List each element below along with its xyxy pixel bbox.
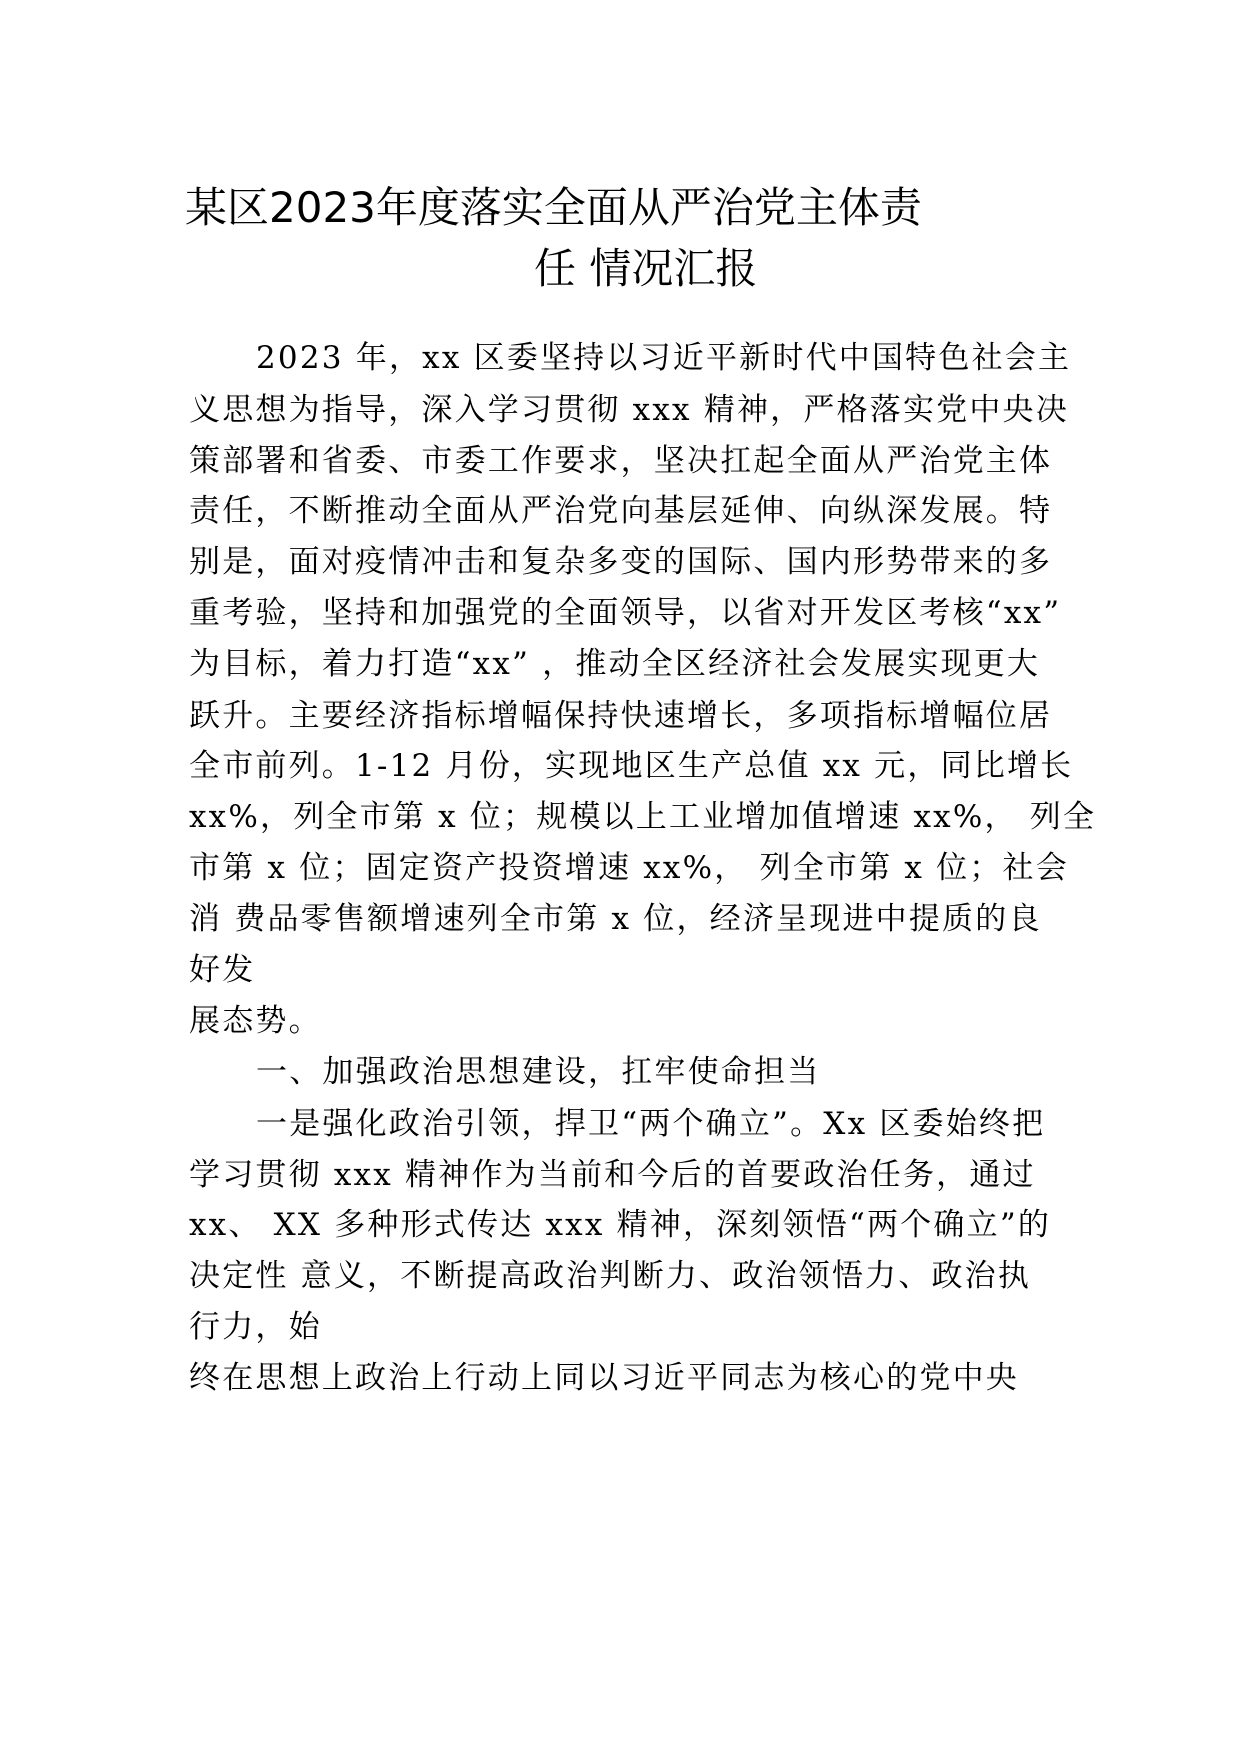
- paragraph-line: 别是，面对疫情冲击和复杂多变的国际、国内形势带来的多: [189, 544, 1053, 580]
- paragraph-line: 策部署和省委、市委工作要求，坚决扛起全面从严治党主体: [189, 443, 1053, 479]
- paragraph-line: 2023 年，xx 区委坚持以习近平新时代中国特色社会主: [256, 340, 1072, 376]
- paragraph-line: 责任，不断推动全面从严治党向基层延伸、向纵深发展。特: [189, 493, 1053, 529]
- paragraph-line: 行力，始: [189, 1309, 322, 1345]
- paragraph-line: xx、 XX 多种形式传达 xxx 精神，深刻领悟“两个确立”的: [189, 1207, 1052, 1243]
- paragraph-line: 全市前列。1-12 月份，实现地区生产总值 xx 元，同比增长: [189, 748, 1074, 784]
- paragraph-line: 为目标，着力打造“xx” ，推动全区经济社会发展实现更大: [189, 646, 1041, 682]
- paragraph-line: 市第 x 位；固定资产投资增速 xx%， 列全市第 x 位；社会: [189, 850, 1069, 886]
- paragraph-line: 好发: [189, 952, 256, 988]
- document-title-line-2: 任 情况汇报: [534, 244, 758, 293]
- document-title-line-1: 某区2023年度落实全面从严治党主体责: [185, 183, 922, 232]
- paragraph-line: 学习贯彻 xxx 精神作为当前和今后的首要政治任务，通过: [189, 1157, 1036, 1193]
- paragraph-line: 一是强化政治引领，捍卫“两个确立”。Xx 区委始终把: [256, 1106, 1046, 1142]
- paragraph-line: 展态势。: [189, 1003, 322, 1039]
- paragraph-line: xx%，列全市第 x 位；规模以上工业增加值增速 xx%， 列全: [189, 799, 1097, 835]
- section-heading: 一、加强政治思想建设，扛牢使命担当: [256, 1054, 821, 1090]
- paragraph-line: 义思想为指导，深入学习贯彻 xxx 精神，严格落实党中央决: [189, 392, 1069, 428]
- paragraph-line: 消 费品零售额增速列全市第 x 位，经济呈现进中提质的良: [189, 901, 1042, 937]
- paragraph-line: 重考验，坚持和加强党的全面领导，以省对开发区考核“xx”: [189, 595, 1062, 631]
- paragraph-line: 跃升。主要经济指标增幅保持快速增长，多项指标增幅位居: [189, 698, 1053, 734]
- paragraph-line: 决定性 意义，不断提高政治判断力、政治领悟力、政治执: [189, 1258, 1032, 1294]
- paragraph-line: 终在思想上政治上行动上同以习近平同志为核心的党中央: [189, 1360, 1019, 1396]
